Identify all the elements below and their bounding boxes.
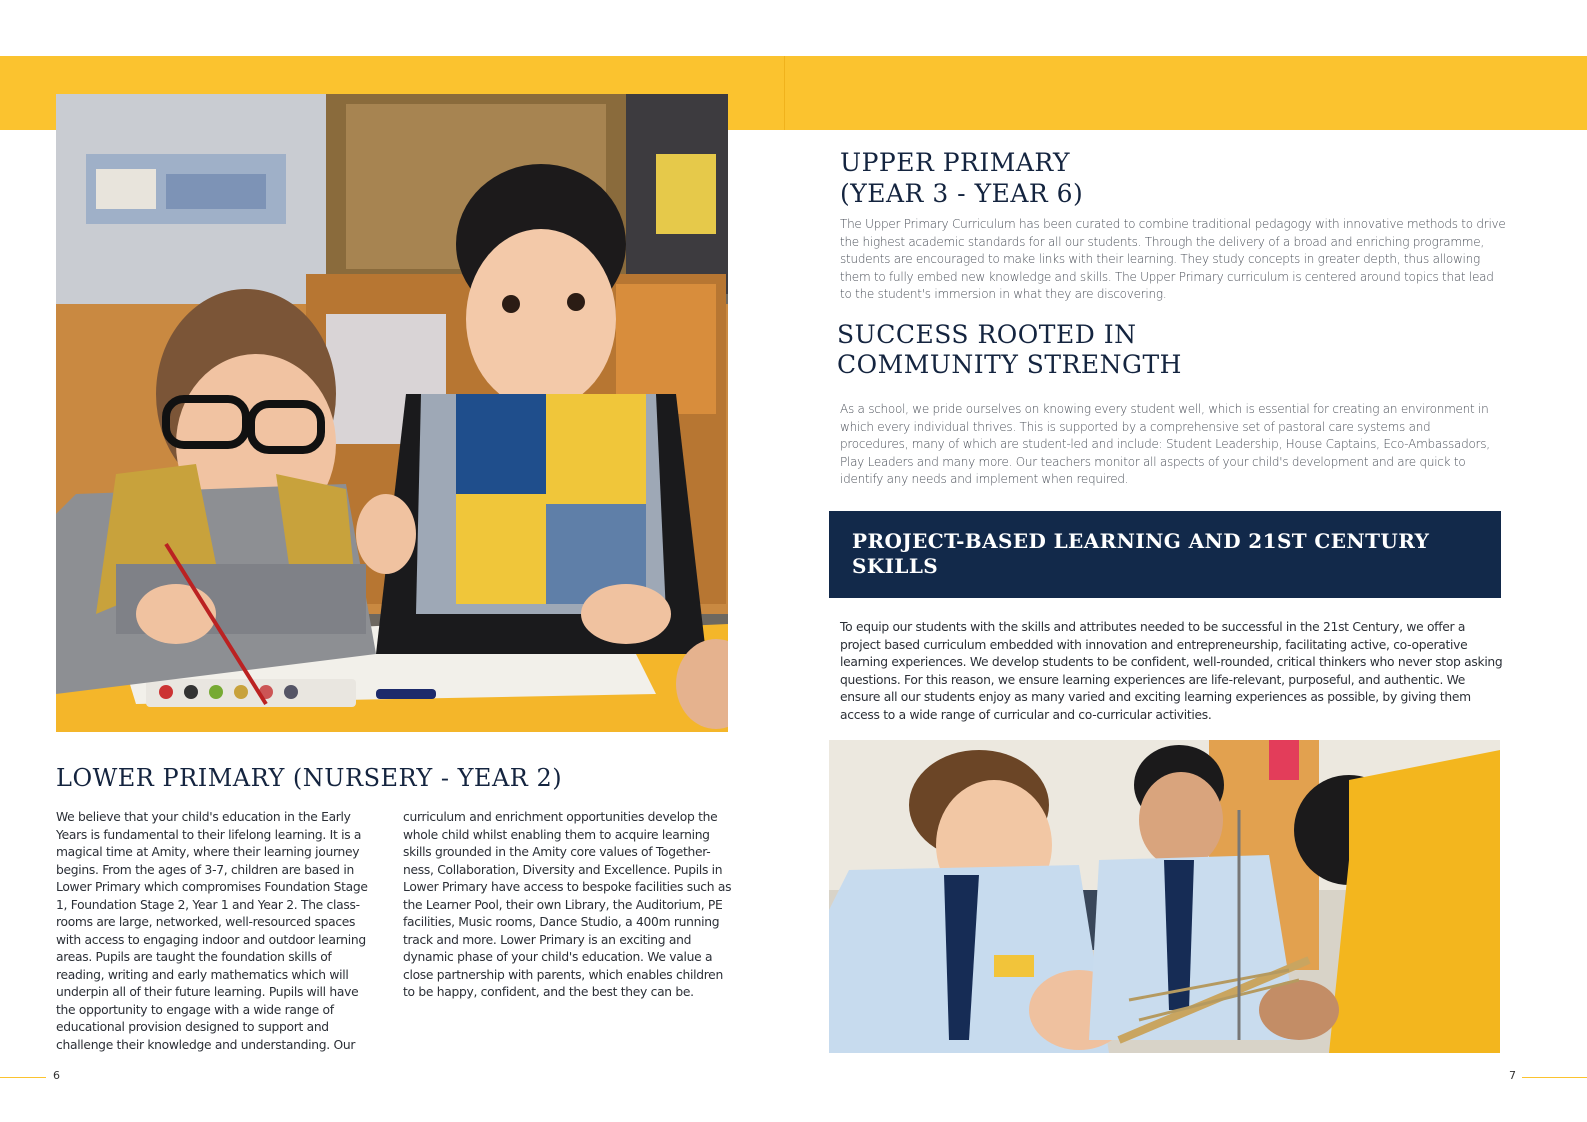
lower-primary-body-col2: curriculum and enrichment opportunities develop the whole child whilst enabling them to acquire learning skills grounded in the Amity core values of Together-ness, Collaboration, Diversity and Excellence. Pupils in Lower Primary have access to bespoke facilities such as the Learner Pool, their own Library, the Auditorium, PE facilities, Music rooms, Dance Studio, a 400m running track and more. Lower Primary is an exciting and dynamic phase of your child's education. We value a close partnership with parents, which enables children to be happy, confident, and the best they can be.	[403, 810, 732, 999]
upper-primary-heading	[840, 147, 1240, 209]
lower-primary-heading: LOWER PRIMARY (NURSERY - YEAR 2)	[56, 764, 563, 792]
painting-children-photo	[56, 94, 728, 732]
left-page-rule	[0, 1077, 46, 1078]
success-heading-line1: SUCCESS ROOTED IN	[837, 320, 1137, 349]
left-page-number: 6	[53, 1069, 60, 1082]
success-heading	[837, 320, 1337, 380]
science-lab-students-photo	[829, 740, 1500, 1053]
upper-primary-heading-line2: (YEAR 3 - YEAR 6)	[840, 179, 1084, 208]
lower-primary-body-col1: We believe that your child's education in the Early Years is fundamental to their lifelong learning. It is a magical time at Amity, where their learning journey begins. From the ages of 3-7, children are based in Lower Primary which compromises Foundation Stage 1, Foundation Stage 2, Year 1 and Year 2. The class-rooms are large, networked, well-resourced spaces with access to engaging indoor and outdoor learning areas. Pupils are taught the foundation skills of reading, writing and early mathematics which will underpin all of their future learning. Pupils will have the opportunity to engage with a wide range of educational provision designed to support and challenge their knowledge and understanding. Our	[56, 810, 368, 1052]
success-body: As a school, we pride ourselves on knowing every student well, which is essential for creating an environment in which every individual thrives. This is supported by a comprehensive set of pastoral care systems and procedures, many of which are student-led and include: Student Leadership, House Captains, Eco-Ambassadors, Play Leaders and many more. Our teachers monitor all aspects of your child's development and are quick to identify any needs and implement when required.	[840, 402, 1490, 486]
page-spine	[784, 56, 785, 130]
upper-primary-heading-line1: UPPER PRIMARY	[840, 148, 1070, 177]
pbl-heading-box	[829, 511, 1501, 598]
success-heading-line2: COMMUNITY STRENGTH	[837, 350, 1182, 379]
right-page-rule	[1522, 1077, 1587, 1078]
right-page-number: 7	[1509, 1069, 1516, 1082]
pbl-heading: PROJECT-BASED LEARNING AND 21ST CENTURY SKILLS	[852, 529, 1430, 578]
upper-primary-body: The Upper Primary Curriculum has been curated to combine traditional pedagogy with innovative methods to drive the highest academic standards for all our students. Through the delivery of a broad and enriching programme, students are encouraged to make links with their learning. They study concepts in greater depth, thus allowing them to fully embed new knowledge and skills. The Upper Primary curriculum is centered around topics that lead to the student's immersion in what they are discovering.	[840, 217, 1506, 301]
pbl-body: To equip our students with the skills and attributes needed to be successful in the 21st Century, we offer a project based curriculum embedded with innovation and entrepreneurship, facilitating active, co-operative learning experiences. We develop students to be confident, well-rounded, critical thinkers who never stop asking questions. For this reason, we ensure learning experiences are life-relevant, purposeful, and authentic. We ensure all our students enjoy as many varied and exciting learning experiences as possible, by giving them access to a wide range of curricular and co-curricular activities.	[840, 620, 1503, 722]
